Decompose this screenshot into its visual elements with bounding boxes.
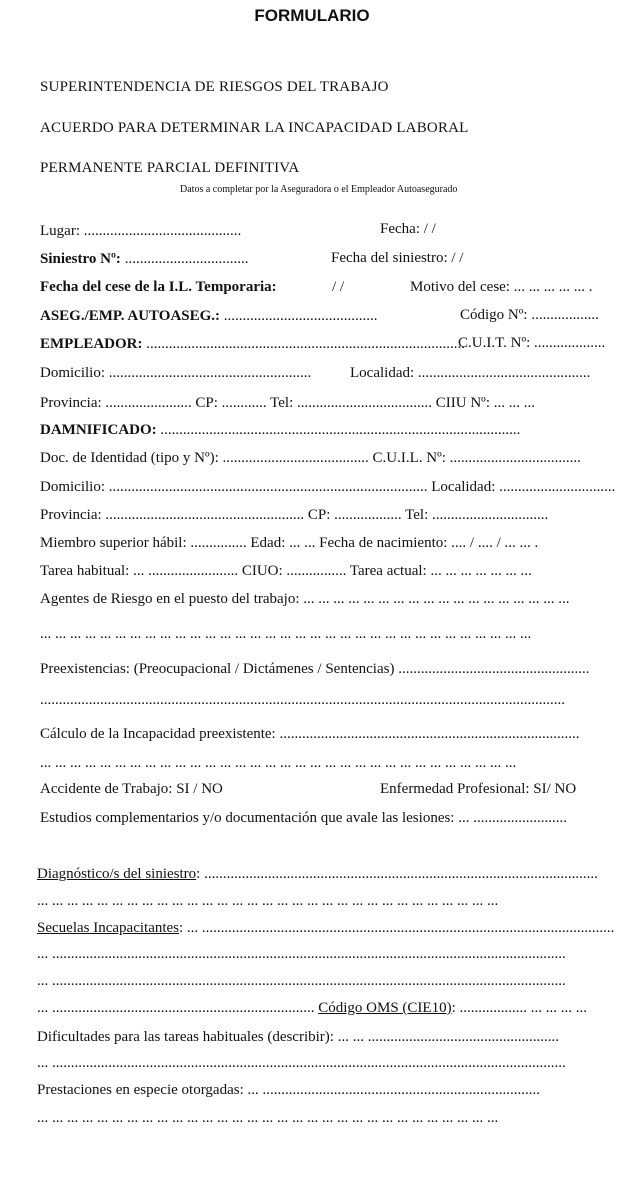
aseg-label: ASEG./EMP. AUTOASEG.: <box>40 308 221 324</box>
field-localidad-empleador[interactable]: Localidad: .............................................. <box>350 365 591 381</box>
field-fecha-siniestro[interactable]: Fecha del siniestro: / / <box>331 250 464 266</box>
field-dificultades[interactable]: Dificultades para las tareas habituales (describir): ... ... ................................................... <box>37 1029 559 1045</box>
field-secuelas-cont-1[interactable]: ... ......................................................................................................................................... <box>37 946 566 962</box>
field-tarea[interactable]: Tarea habitual: ... ........................ CIUO: ................ Tarea actual: ... ... ... ... ... ... ... <box>40 563 532 579</box>
field-codigo-oms[interactable] <box>37 1000 587 1017</box>
field-motivo-cese[interactable]: Motivo del cese: ... ... ... ... ... . <box>410 279 593 295</box>
diagnostico-label: Diagnóstico/s del siniestro <box>37 866 197 882</box>
damnificado-label: DAMNIFICADO: <box>40 422 157 438</box>
field-fecha[interactable]: Fecha: / / <box>380 221 436 237</box>
field-accidente-trabajo[interactable]: Accidente de Trabajo: SI / NO <box>40 781 223 797</box>
form-title: FORMULARIO <box>254 6 370 25</box>
field-diagnostico[interactable] <box>37 866 598 883</box>
field-lugar[interactable]: Lugar: .......................................... <box>40 223 242 239</box>
field-agentes-riesgo-cont[interactable]: ... ... ... ... ... ... ... ... ... ... ... ... ... ... ... ... ... ... ... ... ... ... ... ... ... ... ... ... ... ... ... ... ... <box>40 626 532 642</box>
header-subtitle: Datos a completar por la Aseguradora o el Empleador Autoasegurado <box>180 184 458 195</box>
header-acuerdo: ACUERDO PARA DETERMINAR LA INCAPACIDAD LABORAL <box>40 120 469 136</box>
field-provincia-damnificado[interactable]: Provincia: ..................................................... CP: .................. Tel: ............................... <box>40 507 549 523</box>
oms-tail: : .................. ... ... ... ... <box>451 1000 588 1016</box>
damnificado-dots: ................................................................................................ <box>156 422 521 438</box>
field-domicilio-damnificado[interactable]: Domicilio: ..................................................................................... Localidad: ............................... <box>40 479 616 495</box>
field-miembro-superior[interactable]: Miembro superior hábil: ............... Edad: ... ... Fecha de nacimiento: .... / .... / ... ... . <box>40 535 539 551</box>
aseg-dots: ......................................... <box>220 308 378 324</box>
field-fecha-cese[interactable]: Fecha del cese de la I.L. Temporaria: <box>40 279 277 295</box>
empleador-label: EMPLEADOR: <box>40 336 143 352</box>
field-codigo[interactable]: Código Nº: .................. <box>460 307 599 323</box>
secuelas-dots: : ... .............................................................................................................. <box>179 920 615 936</box>
field-prestaciones[interactable]: Prestaciones en especie otorgadas: ... .......................................................................... <box>37 1082 540 1098</box>
field-preexistencias[interactable]: Preexistencias: (Preocupacional / Dictámenes / Sentencias) ................................................... <box>40 661 590 677</box>
field-dificultades-cont[interactable]: ... ......................................................................................................................................... <box>37 1055 566 1071</box>
field-domicilio-empleador[interactable]: Domicilio: ...................................................... <box>40 365 312 381</box>
siniestro-label: Siniestro Nº: <box>40 251 121 267</box>
field-estudios[interactable]: Estudios complementarios y/o documentación que avale las lesiones: ... ......................... <box>40 810 567 826</box>
field-provincia-empleador[interactable]: Provincia: ....................... CP: ............ Tel: .................................... CIIU Nº: ... ... ... <box>40 395 535 411</box>
field-siniestro[interactable] <box>40 251 248 268</box>
field-cuit[interactable]: C.U.I.T. Nº: ................... <box>458 335 606 351</box>
field-diagnostico-cont[interactable]: ... ... ... ... ... ... ... ... ... ... ... ... ... ... ... ... ... ... ... ... ... ... ... ... ... ... ... ... ... ... ... <box>37 893 499 909</box>
header-permanente: PERMANENTE PARCIAL DEFINITIVA <box>40 160 300 176</box>
field-enfermedad-profesional[interactable]: Enfermedad Profesional: SI/ NO <box>380 781 577 797</box>
field-calculo-cont[interactable]: ... ... ... ... ... ... ... ... ... ... ... ... ... ... ... ... ... ... ... ... ... ... ... ... ... ... ... ... ... ... ... ... <box>40 755 517 771</box>
secuelas-label: Secuelas Incapacitantes <box>37 920 180 936</box>
field-preexistencias-cont[interactable]: ............................................................................................................................................ <box>40 692 565 708</box>
oms-dots: ... ...................................................................... <box>37 1000 319 1016</box>
field-secuelas[interactable] <box>37 920 614 937</box>
header-superintendencia: SUPERINTENDENCIA DE RIESGOS DEL TRABAJO <box>40 79 389 95</box>
field-damnificado[interactable] <box>40 422 520 439</box>
diagnostico-dots: : ......................................................................................................... <box>196 866 598 882</box>
field-empleador[interactable] <box>40 336 465 353</box>
empleador-dots: ..................................................................................... <box>142 336 465 352</box>
field-secuelas-cont-2[interactable]: ... ......................................................................................................................................... <box>37 973 566 989</box>
field-calculo-incapacidad[interactable]: Cálculo de la Incapacidad preexistente: ................................................................................ <box>40 726 580 742</box>
oms-label: Código OMS (CIE10) <box>318 1000 452 1016</box>
siniestro-dots: ................................. <box>120 251 249 267</box>
field-prestaciones-cont[interactable]: ... ... ... ... ... ... ... ... ... ... ... ... ... ... ... ... ... ... ... ... ... ... ... ... ... ... ... ... ... ... ... <box>37 1110 499 1126</box>
field-fecha-cese-value[interactable]: / / <box>332 279 345 295</box>
field-doc-identidad[interactable]: Doc. de Identidad (tipo y Nº): ....................................... C.U.I.L. Nº: ................................... <box>40 450 581 466</box>
field-agentes-riesgo[interactable]: Agentes de Riesgo en el puesto del trabajo: ... ... ... ... ... ... ... ... ... ... ... ... ... ... ... ... ... ... <box>40 591 570 607</box>
field-aseg[interactable] <box>40 308 378 325</box>
